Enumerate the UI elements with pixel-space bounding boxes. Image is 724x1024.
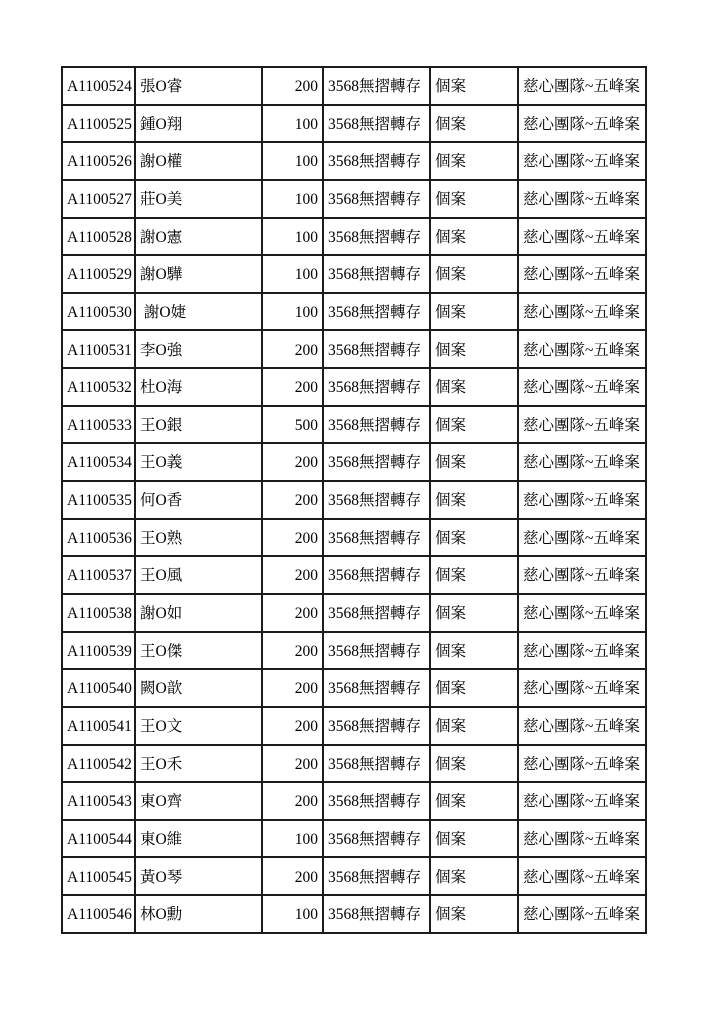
cell-type: 個案 <box>430 519 518 557</box>
cell-project: 慈心團隊~五峰案 <box>518 857 646 895</box>
cell-amount: 100 <box>262 895 323 933</box>
cell-id: A1100524 <box>62 67 135 105</box>
cell-name: 李O強 <box>135 330 262 368</box>
cell-id: A1100541 <box>62 707 135 745</box>
table-row <box>62 293 646 331</box>
cell-name: 王O禾 <box>135 745 262 783</box>
cell-id: A1100537 <box>62 556 135 594</box>
table-row <box>62 669 646 707</box>
cell-type: 個案 <box>430 594 518 632</box>
cell-project: 慈心團隊~五峰案 <box>518 895 646 933</box>
cell-id: A1100530 <box>62 293 135 331</box>
cell-name: 黃O琴 <box>135 857 262 895</box>
cell-method: 3568無摺轉存 <box>323 707 430 745</box>
cell-project: 慈心團隊~五峰案 <box>518 330 646 368</box>
cell-type: 個案 <box>430 707 518 745</box>
cell-amount: 200 <box>262 669 323 707</box>
cell-id: A1100542 <box>62 745 135 783</box>
table-row <box>62 218 646 256</box>
cell-name: 謝O如 <box>135 594 262 632</box>
cell-name: 王O文 <box>135 707 262 745</box>
cell-name: 謝O婕 <box>135 293 262 331</box>
table-row <box>62 481 646 519</box>
cell-project: 慈心團隊~五峰案 <box>518 67 646 105</box>
cell-project: 慈心團隊~五峰案 <box>518 594 646 632</box>
cell-method: 3568無摺轉存 <box>323 330 430 368</box>
cell-amount: 200 <box>262 782 323 820</box>
cell-amount: 200 <box>262 67 323 105</box>
cell-amount: 200 <box>262 556 323 594</box>
cell-amount: 200 <box>262 443 323 481</box>
cell-amount: 200 <box>262 745 323 783</box>
cell-method: 3568無摺轉存 <box>323 406 430 444</box>
cell-project: 慈心團隊~五峰案 <box>518 519 646 557</box>
cell-project: 慈心團隊~五峰案 <box>518 443 646 481</box>
cell-amount: 200 <box>262 707 323 745</box>
table-row <box>62 67 646 105</box>
cell-id: A1100539 <box>62 632 135 670</box>
cell-method: 3568無摺轉存 <box>323 481 430 519</box>
cell-method: 3568無摺轉存 <box>323 293 430 331</box>
cell-method: 3568無摺轉存 <box>323 745 430 783</box>
cell-amount: 200 <box>262 330 323 368</box>
cell-method: 3568無摺轉存 <box>323 180 430 218</box>
cell-name: 何O香 <box>135 481 262 519</box>
cell-method: 3568無摺轉存 <box>323 669 430 707</box>
cell-type: 個案 <box>430 745 518 783</box>
cell-method: 3568無摺轉存 <box>323 895 430 933</box>
cell-id: A1100531 <box>62 330 135 368</box>
cell-type: 個案 <box>430 443 518 481</box>
cell-project: 慈心團隊~五峰案 <box>518 368 646 406</box>
cell-name: 謝O驊 <box>135 255 262 293</box>
cell-amount: 100 <box>262 820 323 858</box>
cell-project: 慈心團隊~五峰案 <box>518 180 646 218</box>
cell-project: 慈心團隊~五峰案 <box>518 293 646 331</box>
cell-type: 個案 <box>430 330 518 368</box>
cell-method: 3568無摺轉存 <box>323 594 430 632</box>
cell-amount: 100 <box>262 180 323 218</box>
table-row <box>62 142 646 180</box>
table-row <box>62 782 646 820</box>
cell-type: 個案 <box>430 142 518 180</box>
cell-method: 3568無摺轉存 <box>323 105 430 143</box>
cell-type: 個案 <box>430 105 518 143</box>
cell-type: 個案 <box>430 481 518 519</box>
cell-name: 王O傑 <box>135 632 262 670</box>
cell-amount: 200 <box>262 368 323 406</box>
cell-id: A1100536 <box>62 519 135 557</box>
table-body <box>62 67 646 933</box>
table-row <box>62 368 646 406</box>
table-row <box>62 895 646 933</box>
cell-type: 個案 <box>430 368 518 406</box>
cell-type: 個案 <box>430 669 518 707</box>
table-row <box>62 745 646 783</box>
cell-name: 東O齊 <box>135 782 262 820</box>
cell-amount: 100 <box>262 105 323 143</box>
cell-id: A1100543 <box>62 782 135 820</box>
cell-id: A1100527 <box>62 180 135 218</box>
cell-id: A1100544 <box>62 820 135 858</box>
cell-project: 慈心團隊~五峰案 <box>518 669 646 707</box>
cell-name: 東O維 <box>135 820 262 858</box>
table-row <box>62 180 646 218</box>
cell-project: 慈心團隊~五峰案 <box>518 406 646 444</box>
cell-method: 3568無摺轉存 <box>323 519 430 557</box>
cell-name: 莊O美 <box>135 180 262 218</box>
cell-method: 3568無摺轉存 <box>323 820 430 858</box>
cell-project: 慈心團隊~五峰案 <box>518 707 646 745</box>
cell-project: 慈心團隊~五峰案 <box>518 632 646 670</box>
cell-name: 闕O歆 <box>135 669 262 707</box>
cell-method: 3568無摺轉存 <box>323 255 430 293</box>
table-row <box>62 556 646 594</box>
cell-project: 慈心團隊~五峰案 <box>518 255 646 293</box>
table-row <box>62 105 646 143</box>
table-row <box>62 820 646 858</box>
table-row <box>62 255 646 293</box>
cell-type: 個案 <box>430 820 518 858</box>
cell-name: 杜O海 <box>135 368 262 406</box>
cell-method: 3568無摺轉存 <box>323 857 430 895</box>
table-row <box>62 443 646 481</box>
cell-type: 個案 <box>430 255 518 293</box>
cell-type: 個案 <box>430 556 518 594</box>
cell-amount: 200 <box>262 857 323 895</box>
cell-project: 慈心團隊~五峰案 <box>518 481 646 519</box>
cell-type: 個案 <box>430 218 518 256</box>
cell-type: 個案 <box>430 180 518 218</box>
cell-method: 3568無摺轉存 <box>323 368 430 406</box>
cell-id: A1100533 <box>62 406 135 444</box>
cell-id: A1100529 <box>62 255 135 293</box>
table-row <box>62 330 646 368</box>
cell-amount: 100 <box>262 218 323 256</box>
cell-type: 個案 <box>430 632 518 670</box>
cell-project: 慈心團隊~五峰案 <box>518 218 646 256</box>
cell-method: 3568無摺轉存 <box>323 67 430 105</box>
cell-id: A1100534 <box>62 443 135 481</box>
cell-name: 謝O權 <box>135 142 262 180</box>
cell-name: 王O銀 <box>135 406 262 444</box>
table-row <box>62 519 646 557</box>
cell-id: A1100526 <box>62 142 135 180</box>
cell-method: 3568無摺轉存 <box>323 142 430 180</box>
cell-amount: 100 <box>262 255 323 293</box>
cell-id: A1100545 <box>62 857 135 895</box>
cell-type: 個案 <box>430 406 518 444</box>
cell-id: A1100535 <box>62 481 135 519</box>
cell-name: 張O睿 <box>135 67 262 105</box>
cell-id: A1100525 <box>62 105 135 143</box>
table-row <box>62 632 646 670</box>
cell-type: 個案 <box>430 895 518 933</box>
table-row <box>62 594 646 632</box>
cell-amount: 100 <box>262 293 323 331</box>
cell-method: 3568無摺轉存 <box>323 443 430 481</box>
cell-type: 個案 <box>430 67 518 105</box>
cell-id: A1100540 <box>62 669 135 707</box>
cell-amount: 500 <box>262 406 323 444</box>
cell-amount: 200 <box>262 481 323 519</box>
cell-name: 謝O憲 <box>135 218 262 256</box>
cell-project: 慈心團隊~五峰案 <box>518 142 646 180</box>
table-row <box>62 707 646 745</box>
table-row <box>62 406 646 444</box>
cell-name: 王O風 <box>135 556 262 594</box>
cell-name: 林O勳 <box>135 895 262 933</box>
cell-id: A1100546 <box>62 895 135 933</box>
cell-method: 3568無摺轉存 <box>323 632 430 670</box>
cell-name: 王O熟 <box>135 519 262 557</box>
cell-amount: 100 <box>262 142 323 180</box>
cell-amount: 200 <box>262 632 323 670</box>
cell-project: 慈心團隊~五峰案 <box>518 556 646 594</box>
donation-records-table <box>61 66 647 934</box>
cell-id: A1100538 <box>62 594 135 632</box>
cell-project: 慈心團隊~五峰案 <box>518 782 646 820</box>
cell-name: 鍾O翔 <box>135 105 262 143</box>
cell-project: 慈心團隊~五峰案 <box>518 105 646 143</box>
table-row <box>62 857 646 895</box>
cell-id: A1100528 <box>62 218 135 256</box>
cell-project: 慈心團隊~五峰案 <box>518 745 646 783</box>
cell-method: 3568無摺轉存 <box>323 556 430 594</box>
cell-type: 個案 <box>430 782 518 820</box>
cell-type: 個案 <box>430 293 518 331</box>
cell-id: A1100532 <box>62 368 135 406</box>
cell-name: 王O義 <box>135 443 262 481</box>
cell-amount: 200 <box>262 519 323 557</box>
cell-amount: 200 <box>262 594 323 632</box>
cell-type: 個案 <box>430 857 518 895</box>
cell-method: 3568無摺轉存 <box>323 218 430 256</box>
cell-project: 慈心團隊~五峰案 <box>518 820 646 858</box>
cell-method: 3568無摺轉存 <box>323 782 430 820</box>
